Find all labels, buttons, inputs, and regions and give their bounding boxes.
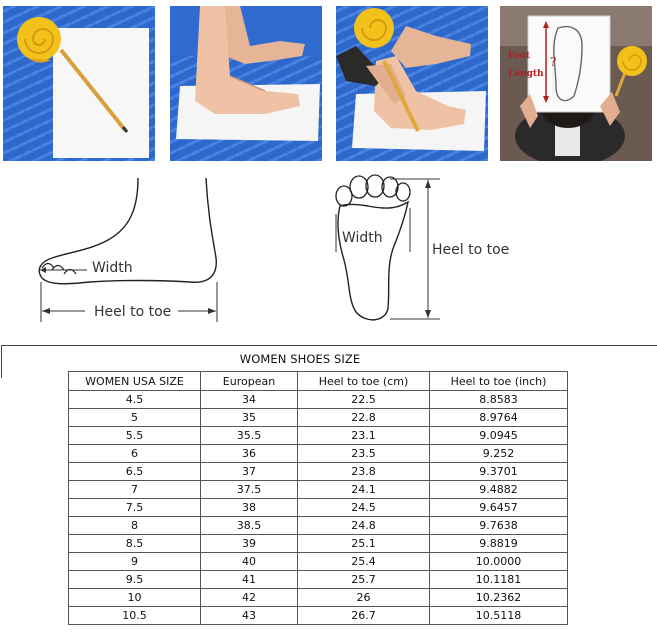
table-cell: 7.5 <box>69 499 201 517</box>
table-row <box>69 571 568 589</box>
foot-on-paper-photo <box>170 6 322 161</box>
header-european: European <box>201 372 298 391</box>
table-body <box>69 391 568 625</box>
table-cell: 23.8 <box>298 463 430 481</box>
header-usa-size: WOMEN USA SIZE <box>69 372 201 391</box>
table-cell: 8.5 <box>69 535 201 553</box>
table-cell: 9.7638 <box>430 517 568 535</box>
table-header-row <box>69 372 568 391</box>
table-cell: 8 <box>69 517 201 535</box>
paper-and-pencil-photo <box>3 6 155 161</box>
table-cell: 36 <box>201 445 298 463</box>
table-cell: 26 <box>298 589 430 607</box>
foot-top-diagram <box>328 170 518 328</box>
header-heel-to-toe-cm: Heel to toe (cm) <box>298 372 430 391</box>
table-row <box>69 427 568 445</box>
table-cell: 9.0945 <box>430 427 568 445</box>
table-cell: 9.5 <box>69 571 201 589</box>
table-cell: 26.7 <box>298 607 430 625</box>
top-length-label: Heel to toe <box>432 242 510 258</box>
table-cell: 9.8819 <box>430 535 568 553</box>
table-cell: 37.5 <box>201 481 298 499</box>
table-cell: 42 <box>201 589 298 607</box>
table-cell: 10.0000 <box>430 553 568 571</box>
table-cell: 24.1 <box>298 481 430 499</box>
table-cell: 40 <box>201 553 298 571</box>
table-row <box>69 391 568 409</box>
tracing-foot-photo <box>336 6 488 161</box>
table-cell: 22.5 <box>298 391 430 409</box>
table-cell: 37 <box>201 463 298 481</box>
table-cell: 9.4882 <box>430 481 568 499</box>
table-cell: 25.1 <box>298 535 430 553</box>
table-cell: 24.5 <box>298 499 430 517</box>
table-cell: 35 <box>201 409 298 427</box>
table-cell: 38 <box>201 499 298 517</box>
table-cell: 9.3701 <box>430 463 568 481</box>
table-cell: 6 <box>69 445 201 463</box>
section-divider <box>1 345 657 346</box>
table-cell: 9.6457 <box>430 499 568 517</box>
table-cell: 8.8583 <box>430 391 568 409</box>
header-heel-to-toe-inch: Heel to toe (inch) <box>430 372 568 391</box>
table-cell: 9 <box>69 553 201 571</box>
table-row <box>69 499 568 517</box>
table-cell: 9.252 <box>430 445 568 463</box>
table-cell: 5 <box>69 409 201 427</box>
table-cell: 10.5118 <box>430 607 568 625</box>
traced-outline-photo <box>500 6 652 161</box>
table-cell: 41 <box>201 571 298 589</box>
table-row <box>69 463 568 481</box>
table-cell: 24.8 <box>298 517 430 535</box>
table-cell: 6.5 <box>69 463 201 481</box>
table-row <box>69 445 568 463</box>
table-row <box>69 607 568 625</box>
svg-text:?: ? <box>550 55 557 69</box>
table-row <box>69 409 568 427</box>
table-cell: 35.5 <box>201 427 298 445</box>
table-cell: 23.5 <box>298 445 430 463</box>
table-row <box>69 553 568 571</box>
table-cell: 25.7 <box>298 571 430 589</box>
table-cell: 39 <box>201 535 298 553</box>
table-cell: 43 <box>201 607 298 625</box>
foot-side-diagram <box>30 178 230 326</box>
table-cell: 38.5 <box>201 517 298 535</box>
table-title: WOMEN SHOES SIZE <box>239 352 361 366</box>
table-row <box>69 517 568 535</box>
table-row <box>69 481 568 499</box>
top-width-label: Width <box>342 230 383 246</box>
table-cell: 8.9764 <box>430 409 568 427</box>
side-width-label: Width <box>92 260 133 276</box>
table-cell: 22.8 <box>298 409 430 427</box>
table-cell: 10.5 <box>69 607 201 625</box>
table-cell: 34 <box>201 391 298 409</box>
photo-label-length: Length <box>508 69 544 79</box>
table-row <box>69 589 568 607</box>
table-cell: 23.1 <box>298 427 430 445</box>
size-table <box>68 371 568 625</box>
side-length-label: Heel to toe <box>94 304 172 320</box>
table-cell: 4.5 <box>69 391 201 409</box>
table-cell: 10.2362 <box>430 589 568 607</box>
table-cell: 5.5 <box>69 427 201 445</box>
table-cell: 10.1181 <box>430 571 568 589</box>
table-cell: 7 <box>69 481 201 499</box>
table-row <box>69 535 568 553</box>
table-cell: 10 <box>69 589 201 607</box>
table-cell: 25.4 <box>298 553 430 571</box>
photo-label-foot: Foot <box>508 51 531 61</box>
